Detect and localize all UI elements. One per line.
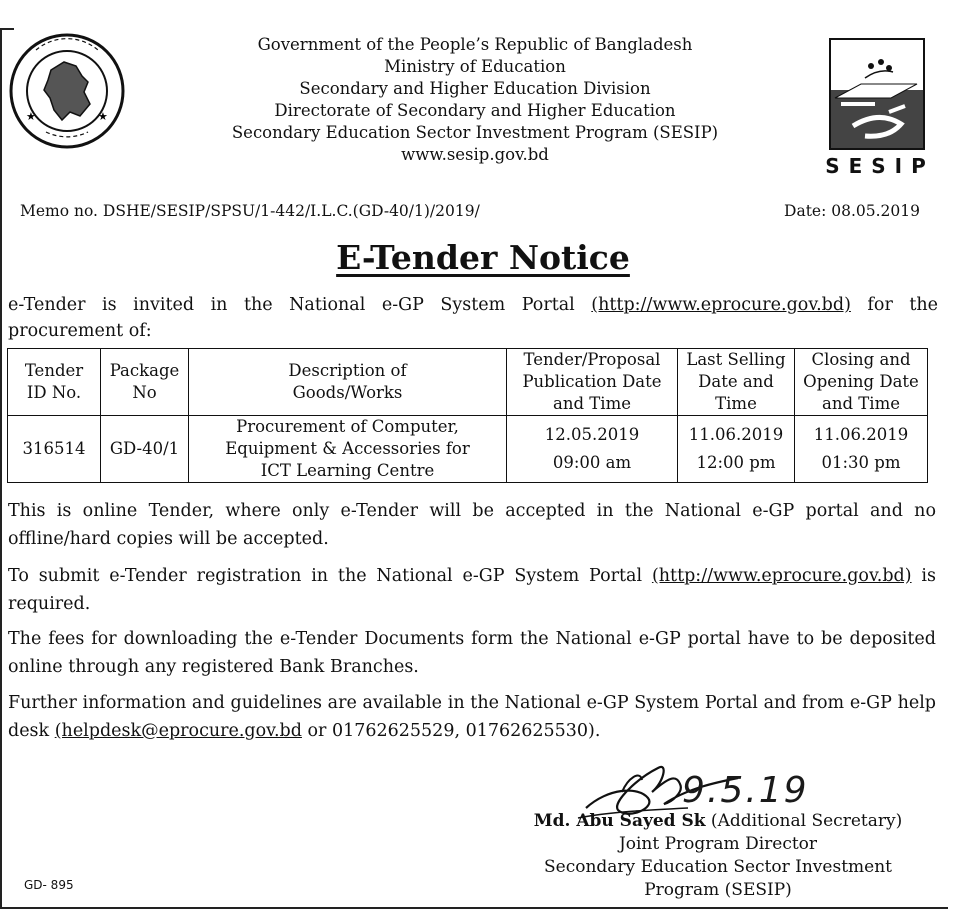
header-line: ID No. [26, 383, 82, 402]
header-line: No [132, 383, 157, 402]
page-title-text: E-Tender Notice [336, 238, 630, 277]
header-line: Goods/Works [292, 383, 403, 402]
header-program: Secondary Education Sector Investment Program (SESIP) [231, 123, 719, 142]
table-row [8, 416, 928, 483]
signatory-org-line1: Secondary Education Sector Investment [544, 857, 892, 877]
publication-date: 12.05.2019 [544, 425, 640, 444]
cell-tender-id: 316514 [8, 416, 101, 483]
memo-date: Date: 08.05.2019 [784, 202, 920, 220]
header-line: Tender/Proposal [523, 350, 661, 369]
paragraph-online-tender: This is online Tender, where only e-Tender will be accepted in the National e-GP portal and no offline/hard copies will be accepted. [8, 501, 936, 549]
footer-code: GD- 895 [24, 878, 74, 892]
header-division: Secondary and Higher Education Division [299, 79, 651, 98]
header-line: Description of [288, 361, 407, 380]
col-header-package [101, 349, 189, 416]
svg-text:★: ★ [98, 110, 108, 123]
frame-bottom-line [0, 907, 948, 909]
letterhead [140, 34, 810, 166]
intro-text-before: e-Tender is invited in the National e-GP System Portal [8, 295, 592, 315]
signatory-title: Joint Program Director [618, 834, 818, 854]
closing-time: 01:30 pm [821, 453, 901, 472]
header-line: Date and [698, 372, 774, 391]
sesip-emblem-icon [831, 40, 925, 150]
signatory-line [478, 810, 958, 833]
p2-text-after: is required. [8, 566, 937, 614]
paragraph-further-info [8, 689, 936, 745]
cell-publication [507, 416, 678, 483]
col-header-tender-id [8, 349, 101, 416]
paragraph-fees: The fees for downloading the e-Tender Documents form the National e-GP portal have to be deposited online through any registered Bank Branches. [8, 629, 936, 677]
p4-text-before: Further information and guidelines are available in the National e-GP System Portal and from e-GP help desk [8, 693, 936, 741]
p4-text-after: or 01762625529, 01762625530). [301, 721, 601, 741]
intro-paragraph [8, 292, 938, 344]
closing-date: 11.06.2019 [813, 425, 909, 444]
page-title [0, 238, 966, 277]
description-line: ICT Learning Centre [260, 461, 435, 480]
paragraph-registration [8, 562, 936, 618]
memo-number: Memo no. DSHE/SESIP/SPSU/1-442/I.L.C.(GD-40/1)/2019/ [20, 202, 480, 220]
eprocure-link[interactable]: (http://www.eprocure.gov.bd) [591, 295, 851, 315]
col-header-description [189, 349, 507, 416]
col-header-publication [507, 349, 678, 416]
header-line: Publication Date [522, 372, 662, 391]
sesip-logo-box [829, 38, 925, 150]
publication-time: 09:00 am [552, 453, 632, 472]
header-ministry: Ministry of Education [384, 57, 566, 76]
header-line: Package [109, 361, 180, 380]
tender-table [7, 348, 928, 483]
frame-left-line [0, 28, 2, 908]
cell-last-selling [678, 416, 795, 483]
selling-date: 11.06.2019 [688, 425, 784, 444]
cell-package-no: GD-40/1 [101, 416, 189, 483]
header-line: Time [715, 394, 757, 413]
header-line: and Time [822, 394, 900, 413]
header-line: Last Selling [686, 350, 786, 369]
handwritten-date: 9.5.19 [682, 770, 809, 811]
selling-time: 12:00 pm [696, 453, 776, 472]
svg-text:★: ★ [26, 110, 36, 123]
eprocure-registration-link[interactable]: (http://www.eprocure.gov.bd) [651, 566, 912, 586]
header-line: Opening Date [803, 372, 919, 391]
col-header-closing [795, 349, 928, 416]
government-seal-icon [6, 30, 128, 152]
header-directorate: Directorate of Secondary and Higher Education [274, 101, 676, 120]
signatory-name: Md. Abu Sayed Sk [533, 811, 706, 831]
header-government: Government of the People’s Republic of Bangladesh [257, 35, 693, 54]
description-line: Procurement of Computer, [236, 417, 459, 436]
intro-text-after: for the procurement of: [8, 295, 938, 341]
sesip-logo [825, 38, 935, 178]
header-line: Closing and [811, 350, 911, 369]
signature-block [478, 810, 958, 902]
cell-closing [795, 416, 928, 483]
description-line: Equipment & Accessories for [225, 439, 470, 458]
signatory-org-line2: Program (SESIP) [644, 880, 792, 900]
table-header-row [8, 349, 928, 416]
header-line: and Time [553, 394, 631, 413]
sesip-logo-text: SESIP [825, 154, 935, 178]
cell-description [189, 416, 507, 483]
header-website: www.sesip.gov.bd [401, 145, 549, 164]
col-header-last-selling [678, 349, 795, 416]
helpdesk-email-link[interactable]: (helpdesk@eprocure.gov.bd [54, 721, 302, 741]
signatory-role: (Additional Secretary) [705, 811, 903, 831]
p2-text-before: To submit e-Tender registration in the National e-GP System Portal [8, 566, 652, 586]
header-line: Tender [24, 361, 84, 380]
